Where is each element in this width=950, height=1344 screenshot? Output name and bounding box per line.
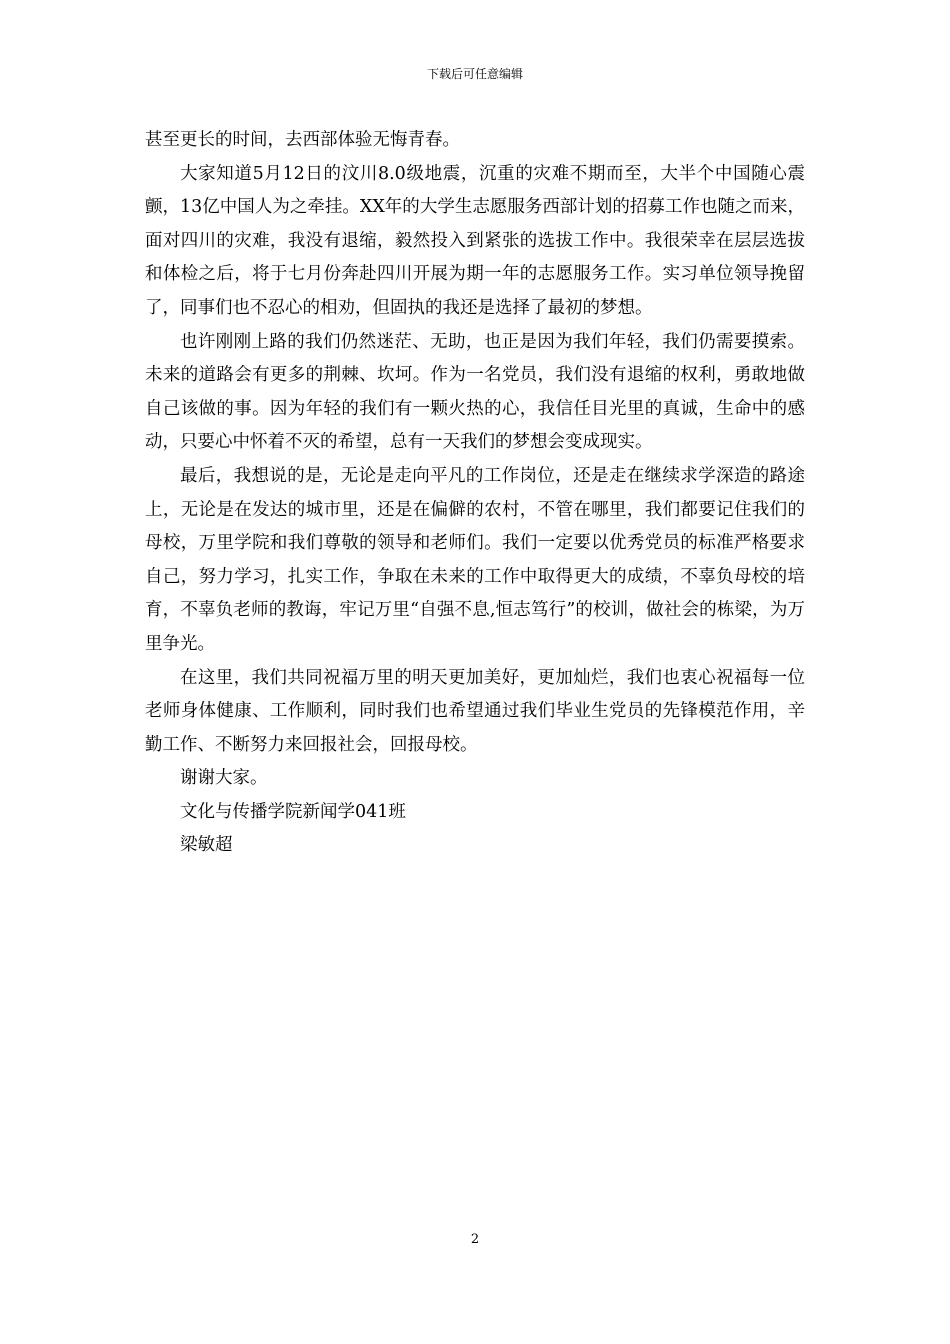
signature-class: 文化与传播学院新闻学041班 <box>180 801 406 822</box>
paragraph-blessing: 在这里，我们共同祝福万里的明天更加美好，更加灿烂，我们也衷心祝福每一位老师身体健康、工作顺利，同时我们也希望通过我们毕业生党员的先锋模范作用，辛勤工作、不断努力来回报社会，回报母校。 <box>145 667 805 755</box>
document-body <box>145 124 805 863</box>
paragraph-thanks: 谢谢大家。 <box>180 768 268 789</box>
page-number: 2 <box>470 1232 480 1247</box>
paragraph-finally: 最后，我想说的是，无论是走向平凡的工作岗位，还是走在继续求学深造的路途上，无论是在发达的城市里，还是在偏僻的农村，不管在哪里，我们都要记住我们的母校，万里学院和我们尊敬的领导和老师们。我们一定要以优秀党员的标准严格要求自己，努力学习，扎实工作，争取在未来的工作中取得更大的成绩，不辜负母校的培育，不辜负老师的教诲，牢记万里“自强不息,恒志笃行”的校训，做社会的栋梁，为万里争光。 <box>145 465 805 654</box>
paragraph-continuation: 甚至更长的时间，去西部体验无悔青春。 <box>145 130 460 150</box>
signature-name: 梁敏超 <box>180 835 233 856</box>
paragraph-earthquake: 大家知道5月12日的汶川8.0级地震，沉重的灾难不期而至，大半个中国随心震颤，13亿中国人为之牵挂。XX年的大学生志愿服务西部计划的招募工作也随之而来，面对四川的灾难，我没有退缩，毅然投入到紧张的选拔工作中。我很荣幸在层层选拔和体检之后，将于七月份奔赴四川开展为期一年的志愿服务工作。实习单位领导挽留了，同事们也不忍心的相劝，但固执的我还是选择了最初的梦想。 <box>145 163 805 318</box>
paragraph-youth: 也许刚刚上路的我们仍然迷茫、无助，也正是因为我们年轻，我们仍需要摸索。未来的道路会有更多的荆棘、坎坷。作为一名党员，我们没有退缩的权利，勇敢地做自己该做的事。因为年轻的我们有一颗火热的心，我信任目光里的真诚，生命中的感动，只要心中怀着不灭的希望，总有一天我们的梦想会变成现实。 <box>145 331 805 453</box>
page-header: 下载后可任意编辑 <box>426 67 523 81</box>
